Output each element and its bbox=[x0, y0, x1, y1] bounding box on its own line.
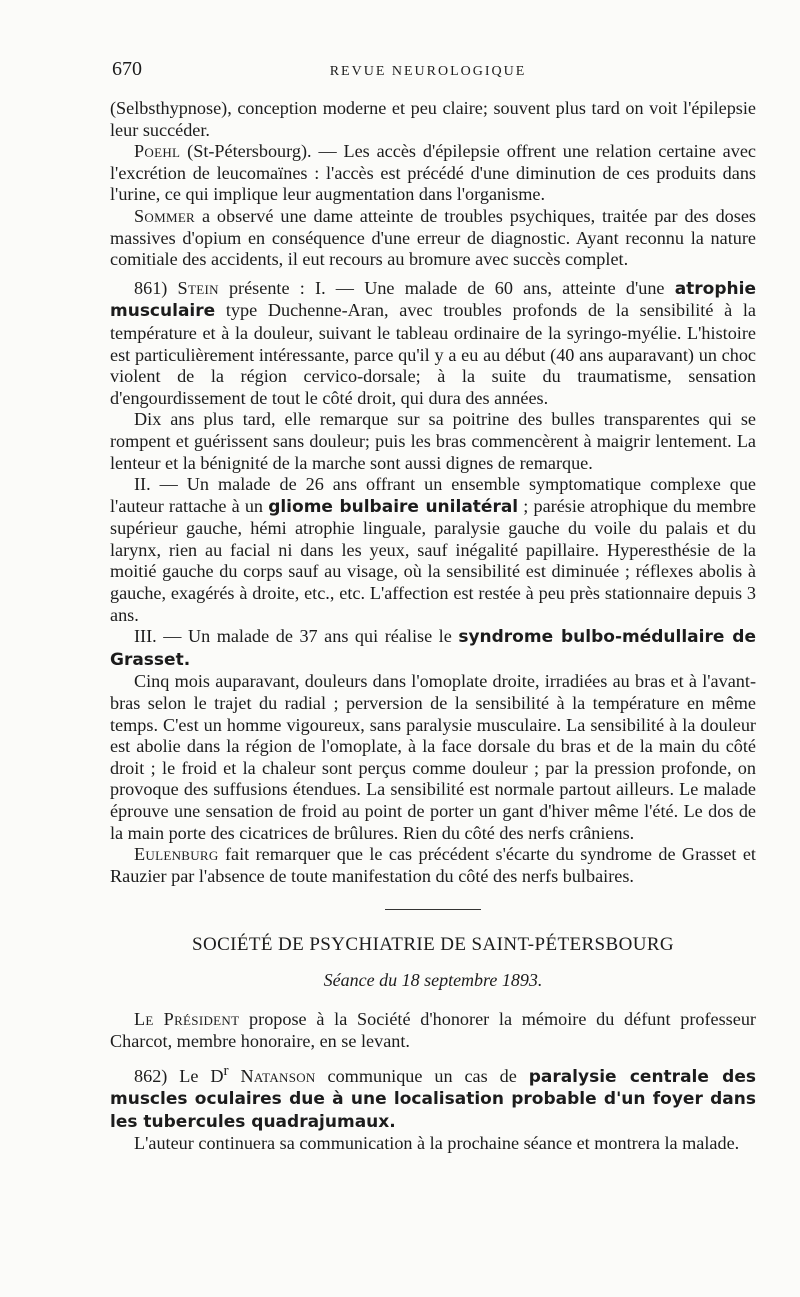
text-run: type Duchenne-Aran, avec troubles profonds de la sensibilité à la température et à la douleur, suivant le tableau ordinaire de la syringo-myélie. L'histoire est particulièrement intéressante, parce qu'il y a eu au début (40 ans auparavant) un choc violent de la région cervico-dorsale; à la suite du traumatisme, sensation d'engourdissement de tout le côté droit, qui dura des années. bbox=[110, 300, 756, 408]
bold-term: atrophie musculaire bbox=[110, 278, 756, 322]
bold-term: syndrome bulbo-médullaire de Grasset. bbox=[110, 627, 756, 670]
paragraph bbox=[110, 844, 756, 887]
text-run: II. — Un malade de 26 ans offrant un ensemble symptomatique complexe que l'auteur rattache à un bbox=[110, 474, 756, 516]
text-run: 862) Le D bbox=[134, 1065, 224, 1086]
text-run: L'auteur continuera sa communication à la prochaine séance et montrera la malade. bbox=[134, 1133, 740, 1154]
page-header bbox=[112, 58, 744, 88]
session-date: Séance du 18 septembre 1893. bbox=[323, 970, 543, 991]
text-run: III. — Un malade de 37 ans qui réalise le bbox=[134, 626, 459, 647]
section-divider bbox=[385, 909, 481, 910]
society-section bbox=[110, 1009, 756, 1155]
author-name: Poehl bbox=[134, 141, 181, 162]
page-body bbox=[110, 98, 756, 1155]
text-run: propose à la Société d'honorer la mémoire du défunt professeur Charcot, membre honoraire, en se levant. bbox=[110, 1009, 756, 1051]
running-head: REVUE NEUROLOGIQUE bbox=[329, 64, 527, 79]
paragraph bbox=[110, 1060, 756, 1134]
text-run: (Selbsthypnose), conception moderne et peu claire; souvent plus tard on voit l'épilepsie leur succéder. bbox=[110, 98, 756, 140]
text-run: fait remarquer que le cas précédent s'écarte du syndrome de Grasset et Rauzier par l'absence de toute manifestation du côté des nerfs bulbaires. bbox=[110, 844, 756, 886]
text-run: présente : I. — Une malade de 60 ans, atteinte d'une bbox=[218, 277, 675, 298]
author-name: Stein bbox=[177, 277, 219, 298]
society-title: SOCIÉTÉ DE PSYCHIATRIE DE SAINT-PÉTERSBOURG bbox=[191, 934, 675, 956]
paragraph bbox=[110, 141, 756, 206]
text-run: Dix ans plus tard, elle remarque sur sa poitrine des bulles transparentes qui se rompent et guérissent sans douleur; puis les bras commencèrent à maigrir lentement. La lenteur et la bénignité de la marche sont aussi dignes de remarque. bbox=[110, 409, 756, 473]
bold-term: gliome bulbaire unilatéral bbox=[268, 496, 519, 517]
paragraph bbox=[110, 1133, 756, 1155]
text-run: ; parésie atrophique du membre supérieur gauche, hémi atrophie linguale, paralysie gauche du voile du palais et du larynx, rien au facial ni dans les yeux, sauf inégalité papillaire. Hyperesthésie de la moitié gauche du corps sauf au visage, où la sensibilité est diminuée ; réflexes abolis à gauche, exagérés à droite, etc., etc. L'affection est restée à peu près stationnaire depuis 3 ans. bbox=[110, 495, 756, 625]
author-name: Sommer bbox=[134, 205, 196, 226]
paragraph bbox=[110, 671, 756, 844]
text-run: a observé une dame atteinte de troubles psychiques, traitée par des doses massives d'opium en conséquence d'une erreur de diagnostic. Ayant reconnu la nature comitiale des accidents, il eut recours au bromure avec succès complet. bbox=[110, 205, 756, 270]
paragraph bbox=[110, 474, 756, 626]
text-run: Cinq mois auparavant, douleurs dans l'omoplate droite, irradiées au bras et à l'avant-bras selon le trajet du radial ; perversion de la sensibilité à la température en même temps. C'est un homme vigoureux, sans paralysie musculaire. La sensibilité à la douleur est abolie dans la région de l'omoplate, à la face dorsale du bras et de la main du côté droit ; le froid et la chaleur sont perçus comme douleur ; par la pression profonde, on provoque des suffusions étendues. La sensibilité est normale partout ailleurs. Le malade éprouve une sensation de froid au point de porter un gant d'hiver même l'été. Le dos de la main porte des cicatrices de brûlures. Rien du côté des nerfs crâniens. bbox=[110, 671, 756, 843]
stein-section bbox=[110, 98, 756, 887]
bold-term: paralysie centrale des muscles oculaires due à une localisation probable d'un foyer dans les tubercules quadrajumaux. bbox=[110, 1066, 756, 1132]
text-run: 861) bbox=[134, 277, 178, 298]
author-name: Eulenburg bbox=[134, 844, 219, 865]
superscript: r bbox=[223, 1061, 229, 1079]
paragraph bbox=[110, 206, 756, 271]
paragraph bbox=[110, 98, 756, 141]
paragraph bbox=[110, 626, 756, 671]
text-run: communique un cas de bbox=[315, 1065, 529, 1086]
author-name: Natanson bbox=[240, 1065, 316, 1086]
page-number: 670 bbox=[112, 58, 142, 80]
paragraph bbox=[110, 1009, 756, 1052]
text-run bbox=[229, 1066, 241, 1086]
paragraph bbox=[110, 278, 756, 410]
author-name: Le Président bbox=[134, 1009, 240, 1030]
paragraph bbox=[110, 409, 756, 474]
text-run: (St-Pétersbourg). — Les accès d'épilepsie offrent une relation certaine avec l'excrétion de leucomaïnes : l'accès est précédé d'une diminution de ces produits dans l'urine, ce qui implique leur augmentation dans l'organisme. bbox=[110, 141, 756, 205]
